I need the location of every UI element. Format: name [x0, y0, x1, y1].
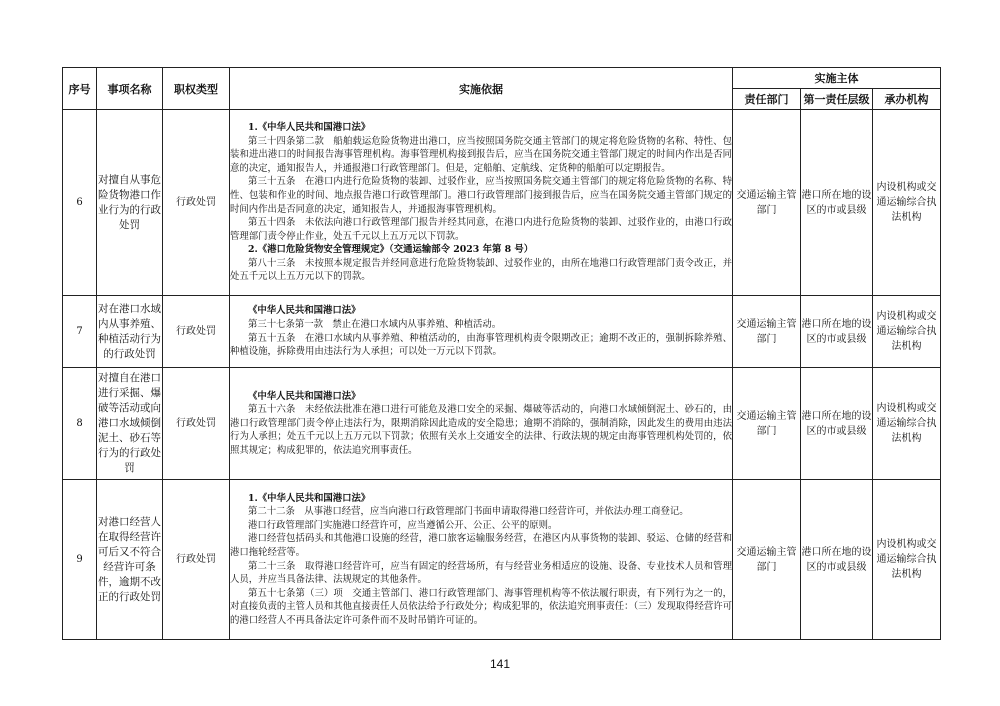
- header-seq: 序号: [63, 68, 97, 110]
- enforcement-table: [62, 67, 941, 640]
- law-title: 1.《中华人民共和国港口法》: [248, 492, 371, 504]
- cell-dept: 交通运输主管部门: [733, 368, 801, 480]
- cell-seq: 6: [63, 110, 97, 296]
- header-level: 第一责任层级: [801, 89, 873, 110]
- basis-paragraph: 第八十三条 未按照本规定报告并经同意进行危险货物装卸、过驳作业的，由所在地港口行政管理部门责令改正，并处五千元以上五万元以下的罚款。: [230, 257, 732, 283]
- basis-paragraph: 第五十五条 在港口水域内从事养殖、种植活动的，由海事管理机构责令限期改正；逾期不改正的，强制拆除养殖、种植设施，拆除费用由违法行为人承担；可以处一万元以下罚款。: [230, 332, 732, 358]
- cell-basis: [230, 368, 733, 480]
- cell-level: 港口所在地的设区的市或县级: [801, 296, 873, 368]
- cell-power-type: 行政处罚: [163, 480, 230, 640]
- cell-item-name: 对在港口水域内从事养殖、种植活动行为的行政处罚: [97, 296, 163, 368]
- cell-seq: 7: [63, 296, 97, 368]
- header-subject: 实施主体: [733, 68, 941, 89]
- table-row: [63, 110, 941, 296]
- table-row: [63, 296, 941, 368]
- cell-agency: 内设机构或交通运输综合执法机构: [873, 368, 941, 480]
- law-title: 1.《中华人民共和国港口法》: [248, 121, 371, 133]
- cell-basis: [230, 110, 733, 296]
- law-title: 《中华人民共和国港口法》: [248, 305, 361, 317]
- basis-paragraph: 第二十二条 从事港口经营，应当向港口行政管理部门书面申请取得港口经营许可，并依法办理工商登记。: [248, 506, 689, 518]
- law-title: 2.《港口危险货物安全管理规定》（交通运输部令 2023 年第 8 号）: [248, 244, 534, 256]
- header-item-name: 事项名称: [97, 68, 163, 110]
- cell-power-type: 行政处罚: [163, 296, 230, 368]
- basis-paragraph: 第三十七条第一款 禁止在港口水域内从事养殖、种植活动。: [248, 318, 502, 330]
- page-number: 141: [489, 657, 511, 671]
- law-title: 《中华人民共和国港口法》: [248, 390, 361, 402]
- basis-paragraph: 第二十三条 取得港口经营许可，应当有固定的经营场所，有与经营业务相适应的设施、设备、专业技术人员和管理人员，并应当具备法律、法规规定的其他条件。: [230, 560, 732, 586]
- cell-seq: 9: [63, 480, 97, 640]
- cell-power-type: 行政处罚: [163, 368, 230, 480]
- cell-dept: 交通运输主管部门: [733, 110, 801, 296]
- basis-paragraph: 第五十六条 未经依法批准在港口进行可能危及港口安全的采掘、爆破等活动的，向港口水域倾倒泥土、砂石的，由港口行政管理部门责令停止违法行为，限期消除因此造成的安全隐患；逾期不消除的，强制消除，因此发生的费用由违法行为人承担；处五千元以上五万元以下罚款；依照有关水上交通安全的法律、行政法规的规定由海事管理机构处罚的，依照其规定；构成犯罪的，依法追究刑事责任。: [230, 404, 732, 456]
- cell-basis: [230, 296, 733, 368]
- cell-seq: 8: [63, 368, 97, 480]
- basis-paragraph: 第三十五条 在港口内进行危险货物的装卸、过驳作业，应当按照国务院交通主管部门的规定将危险货物的名称、特性、包装和作业的时间、地点报告港口行政管理部门。港口行政管理部门接到报告后，应当在国务院交通主管部门规定的时间内作出是否同意的决定，通知报告人，并通报海事管理机构。: [230, 176, 732, 215]
- header-basis: 实施依据: [230, 68, 733, 110]
- basis-paragraph: 港口行政管理部门实施港口经营许可，应当遵循公开、公正、公平的原则。: [248, 519, 558, 531]
- cell-power-type: 行政处罚: [163, 110, 230, 296]
- cell-item-name: 对擅自在港口进行采掘、爆破等活动或向港口水域倾倒泥土、砂石等行为的行政处罚: [97, 368, 163, 480]
- basis-paragraph: 第五十七条第（三）项 交通主管部门、港口行政管理部门、海事管理机构等不依法履行职责，有下列行为之一的，对直接负责的主管人员和其他直接责任人员依法给予行政处分；构成犯罪的，依法追究刑事责任：（三）发现取得经营许可的港口经营人不再具备法定许可条件而不及时吊销许可证的。: [230, 587, 732, 626]
- basis-paragraph: 第五十四条 未依法向港口行政管理部门报告并经其同意，在港口内进行危险货物的装卸、过驳作业的，由港口行政管理部门责令停止作业，处五千元以上五万元以下罚款。: [230, 217, 732, 242]
- cell-basis: [230, 480, 733, 640]
- cell-agency: 内设机构或交通运输综合执法机构: [873, 480, 941, 640]
- header-agency: 承办机构: [873, 89, 941, 110]
- cell-item-name: 对港口经营人在取得经营许可后又不符合经营许可条件，逾期不改正的行政处罚: [97, 480, 163, 640]
- cell-dept: 交通运输主管部门: [733, 480, 801, 640]
- cell-level: 港口所在地的设区的市或县级: [801, 368, 873, 480]
- table-row: [63, 480, 941, 640]
- cell-level: 港口所在地的设区的市或县级: [801, 110, 873, 296]
- cell-agency: 内设机构或交通运输综合执法机构: [873, 110, 941, 296]
- basis-paragraph: 第三十四条第二款 船舶载运危险货物进出港口，应当按照国务院交通主管部门的规定将危险货物的名称、特性、包装和进出港口的时间报告海事管理机构。海事管理机构接到报告后，应当在国务院交通主管部门规定的时间内作出是否同意的决定，通知报告人，并通报港口行政管理部门。但是，定船舶、定航线、定货种的船舶可以定期报告。: [230, 135, 732, 174]
- header-power-type: 职权类型: [163, 68, 230, 110]
- cell-dept: 交通运输主管部门: [733, 296, 801, 368]
- cell-item-name: 对擅自从事危险货物港口作业行为的行政处罚: [97, 110, 163, 296]
- header-dept: 责任部门: [733, 89, 801, 110]
- cell-level: 港口所在地的设区的市或县级: [801, 480, 873, 640]
- cell-agency: 内设机构或交通运输综合执法机构: [873, 296, 941, 368]
- basis-paragraph: 港口经营包括码头和其他港口设施的经营，港口旅客运输服务经营，在港区内从事货物的装卸、驳运、仓储的经营和港口拖轮经营等。: [230, 533, 732, 558]
- table-row: [63, 368, 941, 480]
